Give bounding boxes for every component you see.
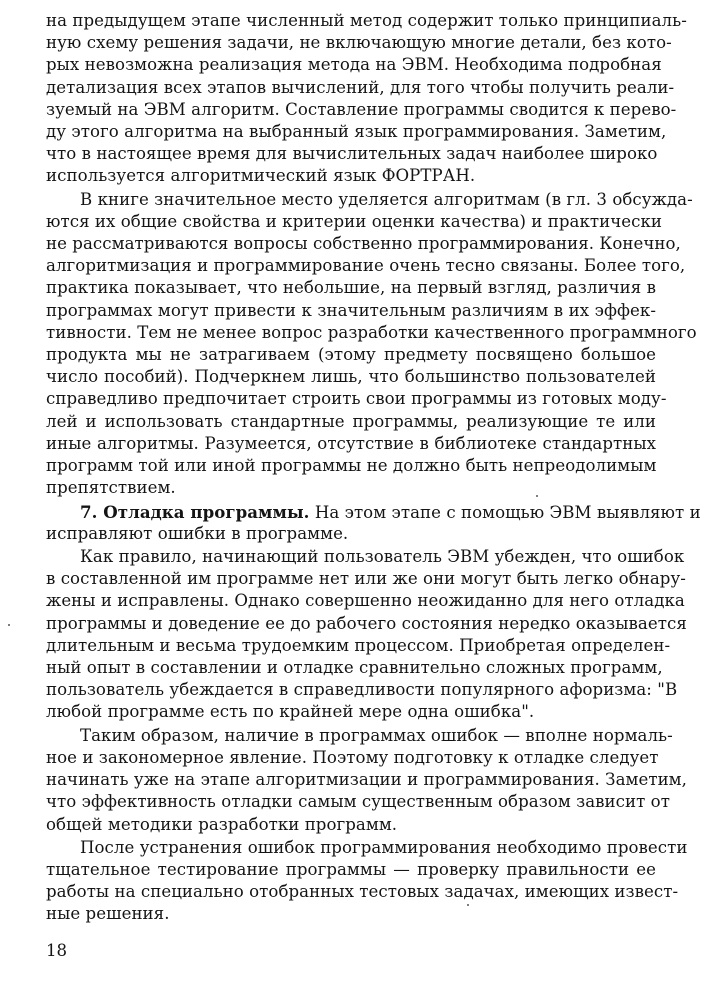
text-line: препятствием. (46, 478, 176, 498)
text-line: исправляют ошибки в программе. (46, 523, 349, 543)
paragraph-5 (46, 725, 687, 836)
text-line: пользователь убеждается в справедливости популярного афоризма: "В (46, 680, 678, 700)
page-number: 18 (46, 941, 68, 960)
text-line (46, 501, 701, 523)
text-line: программы и доведение ее до рабочего состояния нередко оказывается (46, 613, 687, 633)
text-line: лей и использовать стандартные программы, реализующие те или (46, 411, 656, 431)
text-line: практика показывает, что небольшие, на первый взгляд, различия в (46, 278, 656, 298)
text-line: ный опыт в составлении и отладке сравнительно сложных программ, (46, 658, 663, 677)
text-line: рых невозможна реализация метода на ЭВМ. Необходима подробная (46, 55, 662, 75)
text-line: ную схему решения задачи, не включающую многие детали, без кото- (46, 33, 672, 53)
text-line: иные алгоритмы. Разумеется, отсутствие в библиотеке стандартных (46, 433, 656, 453)
text-line: начинать уже на этапе алгоритмизации и программирования. Заметим, (46, 770, 687, 790)
text-line: После устранения ошибок программирования необходимо провести (80, 837, 688, 857)
text-line: что эффективность отладки самым существенным образом зависит от (46, 792, 670, 812)
text-line: В книге значительное место уделяется алгоритмам (в гл. 3 обсужда- (80, 189, 693, 209)
text-line: зуемый на ЭВМ алгоритм. Составление программы сводится к перево- (46, 99, 677, 119)
paragraph-6 (46, 837, 688, 926)
scan-speck (8, 624, 10, 626)
page-body (46, 10, 701, 927)
text-line: алгоритмизация и программирование очень тесно связаны. Более того, (46, 256, 686, 276)
paragraph-4 (46, 546, 687, 724)
text-line: программах могут привести к значительным различиям в их эффек- (46, 300, 656, 320)
text-line: длительным и весьма трудоемким процессом. Приобретая определен- (46, 635, 671, 655)
text-line: ются их общие свойства и критерии оценки качества) и практически (46, 211, 662, 231)
scan-speck (467, 904, 469, 906)
text-line: Как правило, начинающий пользователь ЭВМ убежден, что ошибок (80, 547, 685, 567)
text-line: число пособий). Подчеркнем лишь, что большинство пользователей (46, 367, 656, 387)
text-line: что в настоящее время для вычислительных задач наиболее широко (46, 144, 658, 164)
text-line: ное и закономерное явление. Поэтому подготовку к отладке следует (46, 747, 659, 767)
text-line: общей методики разработки программ. (46, 814, 398, 834)
text-line: тщательное тестирование программы — проверку правильности ее (46, 860, 656, 880)
text-line: детализация всех этапов вычислений, для того чтобы получить реали- (46, 77, 675, 97)
text-line: не рассматриваются вопросы собственно программирования. Конечно, (46, 234, 681, 254)
text-line: программ той или иной программы не должно быть непреодолимым (46, 455, 657, 475)
text-run: На этом этапе с помощью ЭВМ выявляют и (309, 502, 701, 522)
text-line: продукта мы не затрагиваем (этому предмету посвящено большое (46, 345, 656, 364)
text-line: в составленной им программе нет или же они могут быть легко обнару- (46, 569, 686, 589)
text-line: справедливо предпочитает строить свои программы из готовых моду- (46, 389, 667, 409)
text-line: используется алгоритмический язык ФОРТРАН. (46, 166, 476, 186)
text-line: на предыдущем этапе численный метод содержит только принципиаль- (46, 11, 687, 30)
text-line: ду этого алгоритма на выбранный язык программирования. Заметим, (46, 121, 667, 141)
paragraph-3-debugging (46, 501, 701, 545)
section-heading: 7. Отладка программы. (80, 501, 310, 522)
text-line: тивности. Тем не менее вопрос разработки качественного программного (46, 322, 697, 342)
paragraph-2 (46, 189, 697, 500)
text-line: работы на специально отобранных тестовых задачах, имеющих извест- (46, 882, 679, 902)
text-line: ные решения. (46, 904, 170, 924)
text-line: жены и исправлены. Однако совершенно неожиданно для него отладка (46, 591, 685, 611)
paragraph-1 (46, 10, 687, 188)
text-line: Таким образом, наличие в программах ошибок — вполне нормаль- (80, 725, 673, 745)
text-line: любой программе есть по крайней мере одна ошибка". (46, 702, 535, 722)
scan-speck (536, 495, 538, 497)
